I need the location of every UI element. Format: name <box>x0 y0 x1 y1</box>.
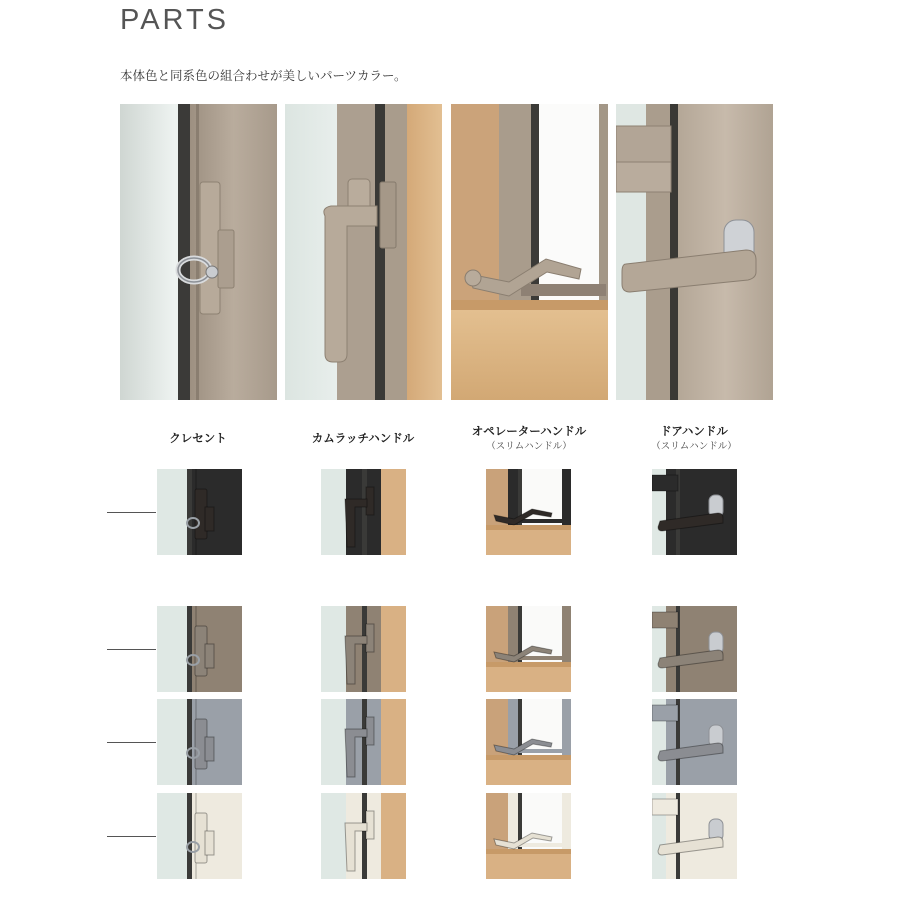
crescent-photo <box>120 104 277 400</box>
part-sub-door-handle: （スリムハンドル） <box>651 441 737 452</box>
door-handle-photo <box>616 104 773 400</box>
cam-latch-color-thumb <box>321 469 406 555</box>
door-handle-color-thumb <box>652 606 737 692</box>
door-handle-color-thumb <box>652 699 737 785</box>
crescent-color-thumb <box>157 793 242 879</box>
cam-latch-color-thumb <box>321 793 406 879</box>
operator-handle-color-thumb <box>486 699 571 785</box>
row-indicator-line <box>107 742 156 743</box>
cam-latch-color-thumb <box>321 699 406 785</box>
row-indicator-line <box>107 649 156 650</box>
operator-handle-color-thumb <box>486 469 571 555</box>
part-label-door-handle: ドアハンドル <box>660 424 728 438</box>
door-handle-color-thumb <box>652 469 737 555</box>
door-handle-color-thumb <box>652 793 737 879</box>
part-sub-operator-handle: （スリムハンドル） <box>486 441 572 452</box>
crescent-color-thumb <box>157 699 242 785</box>
row-indicator-line <box>107 836 156 837</box>
row-indicator-line <box>107 512 156 513</box>
crescent-color-thumb <box>157 606 242 692</box>
page-subtitle: 本体色と同系色の組合わせが美しいパーツカラー。 <box>120 68 407 83</box>
cam-latch-photo <box>285 104 442 400</box>
page-title: PARTS <box>120 4 230 36</box>
crescent-color-thumb <box>157 469 242 555</box>
part-label-cam-latch: カムラッチハンドル <box>311 431 415 445</box>
part-label-crescent: クレセント <box>169 431 227 445</box>
cam-latch-color-thumb <box>321 606 406 692</box>
operator-handle-color-thumb <box>486 793 571 879</box>
operator-handle-photo <box>451 104 608 400</box>
operator-handle-color-thumb <box>486 606 571 692</box>
part-label-operator-handle: オペレーターハンドル <box>471 424 587 438</box>
